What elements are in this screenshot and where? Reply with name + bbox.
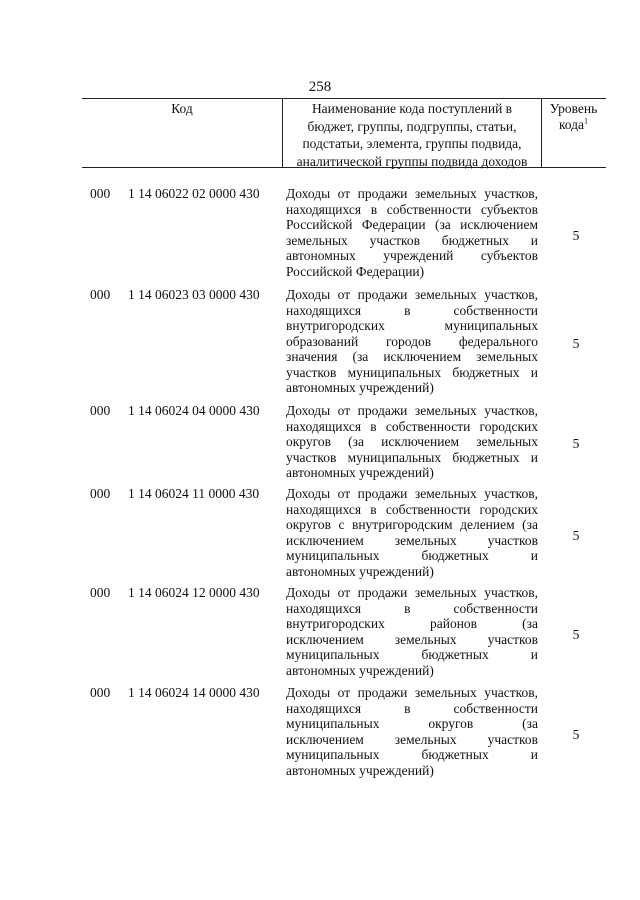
header-level-line2 <box>541 117 606 133</box>
admin-code: 000 <box>90 287 111 302</box>
name-line: участков муниципальных бюджетных и <box>286 364 538 380</box>
header-code-column <box>82 99 282 167</box>
name-line: внутригородских муниципальных <box>286 318 538 333</box>
header-code-label: Код <box>171 101 193 116</box>
code-level: 5 <box>572 627 580 642</box>
name-line: автономных учреждений субъектов <box>286 248 538 263</box>
name-line: находящихся в собственности городских <box>286 418 538 434</box>
name-line: автономных учреждений) <box>286 380 434 395</box>
admin-code: 000 <box>90 186 111 201</box>
name-line: муниципальных бюджетных и <box>286 647 538 662</box>
code-level: 5 <box>572 336 580 351</box>
code-level: 5 <box>572 228 580 243</box>
budget-code: 1 14 06024 04 0000 430 <box>128 403 260 418</box>
name-line: автономных учреждений) <box>286 563 434 579</box>
name-line: автономных учреждений) <box>286 662 434 678</box>
code-level: 5 <box>572 436 580 451</box>
header-name-line: Наименование кода поступлений в <box>311 101 513 116</box>
name-line: муниципальных бюджетных и <box>286 747 538 762</box>
name-line: исключением земельных участков <box>286 731 538 747</box>
income-name <box>286 287 538 396</box>
admin-code: 000 <box>90 685 111 700</box>
name-line: Доходы от продажи земельных участков, <box>286 186 538 201</box>
header-name-column <box>282 99 542 167</box>
name-line: округов (за исключением земельных <box>286 434 538 449</box>
income-name <box>286 685 538 778</box>
name-line: исключением земельных участков <box>286 532 538 548</box>
budget-code: 1 14 06024 11 0000 430 <box>128 486 260 501</box>
name-line: Доходы от продажи земельных участков, <box>286 585 538 600</box>
admin-code: 000 <box>90 486 111 501</box>
income-name <box>286 403 538 481</box>
income-name <box>286 486 538 579</box>
code-level: 5 <box>572 528 580 543</box>
admin-code: 000 <box>90 585 111 600</box>
name-line: значения (за исключением земельных <box>286 349 538 364</box>
name-line: образований городов федерального <box>286 333 538 349</box>
budget-code: 1 14 06024 12 0000 430 <box>128 585 260 600</box>
name-line: Доходы от продажи земельных участков, <box>286 403 538 418</box>
name-line: находящихся в собственности городских <box>286 501 538 517</box>
budget-code: 1 14 06024 14 0000 430 <box>128 685 260 700</box>
income-name <box>286 585 538 678</box>
page-number: 258 <box>308 79 332 95</box>
admin-code: 000 <box>90 403 111 418</box>
name-line: находящихся в собственности <box>286 700 538 716</box>
budget-code: 1 14 06022 02 0000 430 <box>128 186 260 201</box>
header-level-column <box>541 99 606 167</box>
name-line: автономных учреждений) <box>286 762 434 778</box>
footnote-marker: 1 <box>584 116 589 125</box>
name-line: внутригородских районов (за <box>286 616 538 631</box>
name-line: округов с внутригородским делением (за <box>286 517 538 532</box>
name-line: Российской Федерации (за исключением <box>286 217 538 232</box>
name-line: земельных участков бюджетных и <box>286 232 538 248</box>
header-name-line: подстатьи, элемента, группы подвида, <box>302 136 522 151</box>
name-line: исключением земельных участков <box>286 631 538 647</box>
income-name <box>286 186 538 279</box>
header-level-kod: кода <box>558 116 585 132</box>
header-name-line: аналитической группы подвида доходов <box>296 153 528 169</box>
code-level: 5 <box>572 727 580 742</box>
name-line: Доходы от продажи земельных участков, <box>286 486 538 501</box>
name-line: участков муниципальных бюджетных и <box>286 449 538 465</box>
name-line: муниципальных бюджетных и <box>286 548 538 563</box>
name-line: находящихся в собственности <box>286 302 538 318</box>
budget-code: 1 14 06023 03 0000 430 <box>128 287 260 302</box>
name-line: муниципальных округов (за <box>286 716 538 731</box>
name-line: находящихся в собственности субъектов <box>286 201 538 217</box>
name-line: автономных учреждений) <box>286 465 434 480</box>
name-line: Российской Федерации) <box>286 263 425 279</box>
name-line: Доходы от продажи земельных участков, <box>286 685 538 700</box>
table-header <box>82 98 606 168</box>
name-line: находящихся в собственности <box>286 600 538 616</box>
name-line: Доходы от продажи земельных участков, <box>286 287 538 302</box>
header-level-line1: Уровень <box>549 101 598 116</box>
header-name-line: бюджет, группы, подгруппы, статьи, <box>307 118 517 134</box>
